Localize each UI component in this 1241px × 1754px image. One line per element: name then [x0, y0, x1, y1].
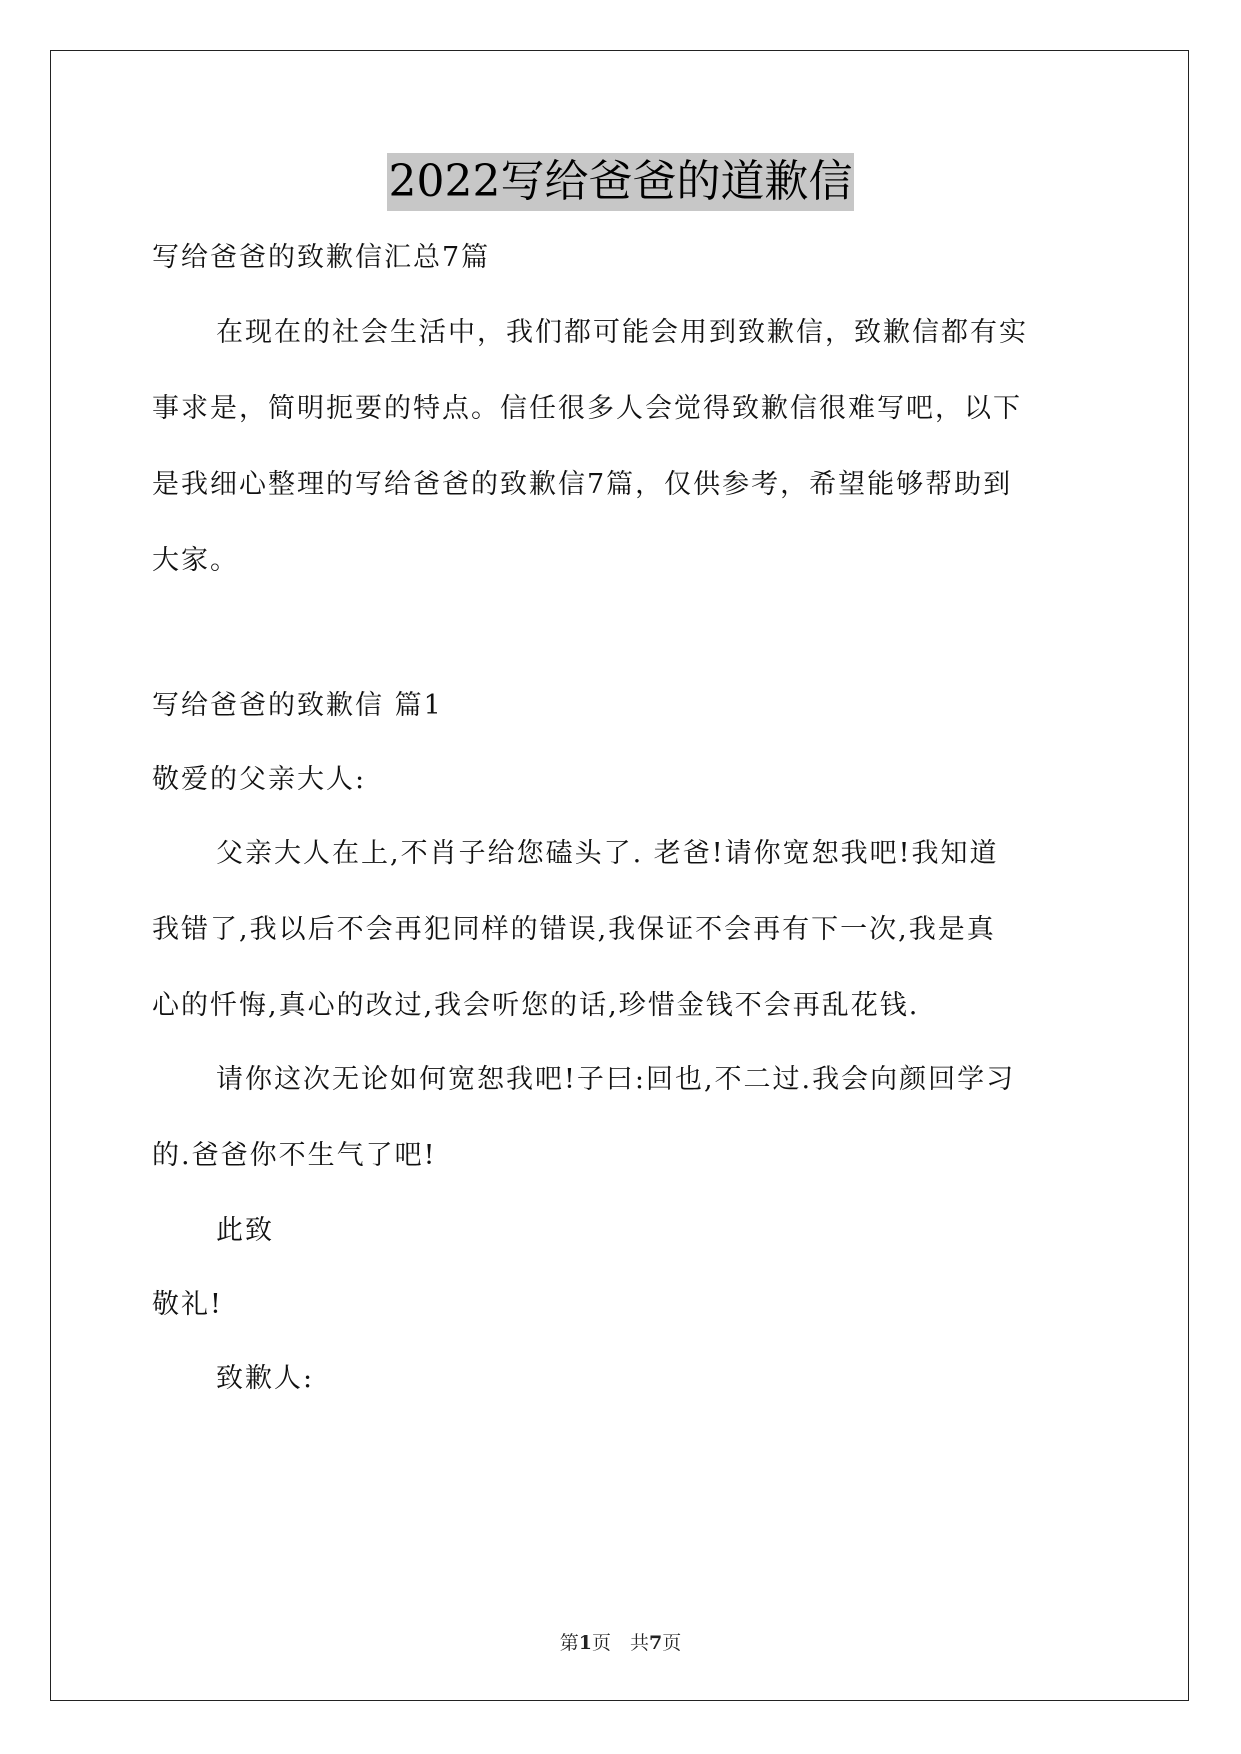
page-mid: 页 共	[591, 1632, 649, 1654]
section-heading: 写给爸爸的致歉信 篇1	[152, 690, 443, 721]
intro-line-3: 是我细心整理的写给爸爸的致歉信7篇，仅供参考，希望能够帮助到	[152, 469, 1013, 500]
body-line-3: 心的忏悔,真心的改过,我会听您的话,珍惜金钱不会再乱花钱.	[152, 990, 920, 1021]
document-title: 2022写给爸爸的道歉信	[387, 153, 855, 211]
page-footer	[0, 1628, 1241, 1655]
body-line-1: 父亲大人在上,不肖子给您磕头了. 老爸!请你宽恕我吧!我知道	[216, 838, 999, 869]
page-border	[50, 50, 1189, 1701]
page-prefix: 第	[559, 1632, 579, 1654]
body-line-2: 我错了,我以后不会再犯同样的错误,我保证不会再有下一次,我是真	[152, 914, 996, 945]
intro-line-1: 在现在的社会生活中，我们都可能会用到致歉信，致歉信都有实	[216, 317, 1028, 348]
salutation: 敬爱的父亲大人:	[152, 764, 367, 795]
page-suffix: 页	[662, 1632, 682, 1654]
document-subtitle: 写给爸爸的致歉信汇总7篇	[152, 242, 491, 273]
intro-line-2: 事求是，简明扼要的特点。信任很多人会觉得致歉信很难写吧，以下	[152, 393, 1022, 424]
closing-1: 此致	[216, 1215, 274, 1246]
body-line-4: 请你这次无论如何宽恕我吧!子曰:回也,不二过.我会向颜回学习	[216, 1064, 1016, 1095]
signature-line: 致歉人:	[216, 1363, 315, 1394]
closing-2: 敬礼!	[152, 1289, 223, 1320]
title-container	[0, 153, 1241, 211]
page-total: 7	[649, 1632, 663, 1654]
intro-line-4: 大家。	[152, 545, 239, 576]
page-current: 1	[578, 1632, 592, 1654]
body-line-5: 的.爸爸你不生气了吧!	[152, 1140, 437, 1171]
